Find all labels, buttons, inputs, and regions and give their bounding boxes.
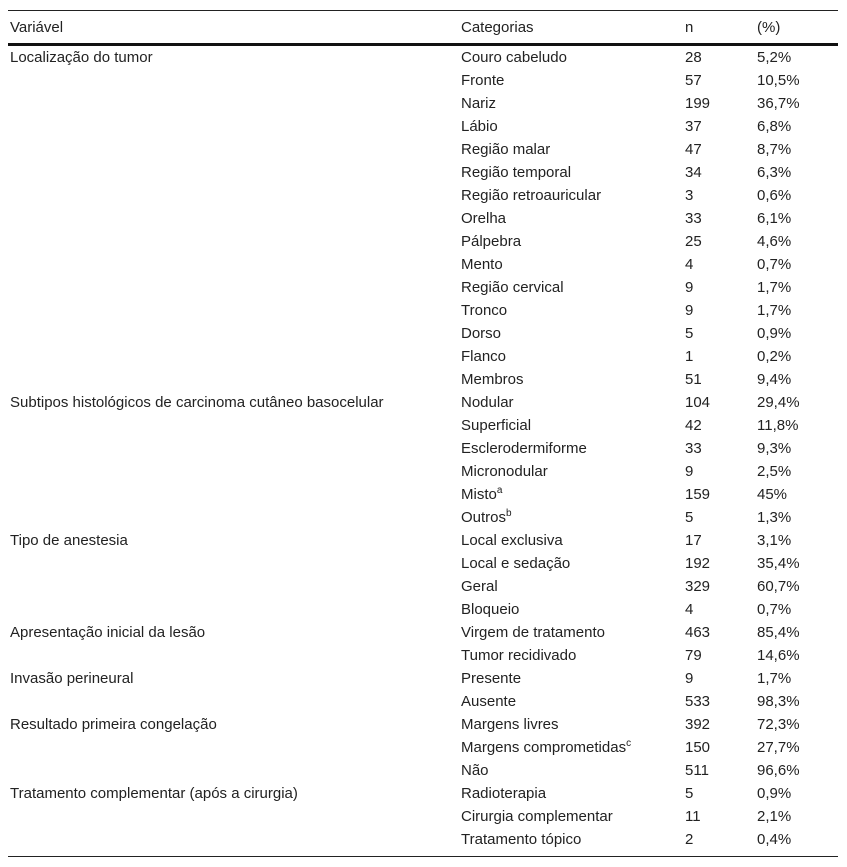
category-label: Dorso	[461, 325, 502, 342]
category-cell	[461, 348, 506, 365]
pct-cell: 1,7%	[757, 279, 792, 296]
table-row	[8, 828, 838, 851]
variable-cell: Apresentação inicial da lesão	[10, 624, 206, 641]
data-table	[8, 10, 838, 857]
pct-cell: 35,4%	[757, 555, 800, 572]
category-label: Superficial	[461, 417, 532, 434]
table-row	[8, 368, 838, 391]
category-cell	[461, 624, 605, 641]
variable-cell: Tratamento complementar (após a cirurgia)	[10, 785, 298, 802]
table-row	[8, 345, 838, 368]
category-cell	[461, 233, 521, 250]
pct-cell: 6,3%	[757, 164, 792, 181]
table-row	[8, 713, 838, 736]
n-cell: 34	[685, 164, 702, 181]
n-cell: 199	[685, 95, 711, 112]
table-row	[8, 460, 838, 483]
pct-cell: 10,5%	[757, 72, 800, 89]
table-row	[8, 644, 838, 667]
category-cell	[461, 325, 501, 342]
pct-cell: 0,9%	[757, 325, 792, 342]
pct-cell: 0,7%	[757, 256, 792, 273]
pct-cell: 9,4%	[757, 371, 792, 388]
n-cell: 511	[685, 762, 709, 779]
category-label: Local exclusiva	[461, 532, 563, 549]
category-cell	[461, 164, 571, 181]
pct-cell: 85,4%	[757, 624, 800, 641]
category-label: Esclerodermiforme	[461, 440, 587, 457]
category-label: Nodular	[461, 394, 514, 411]
category-cell	[461, 739, 631, 756]
pct-cell: 6,8%	[757, 118, 792, 135]
pct-cell: 72,3%	[757, 716, 800, 733]
n-cell: 9	[685, 670, 694, 687]
n-cell: 47	[685, 141, 702, 158]
n-cell: 192	[685, 555, 711, 572]
pct-cell: 1,7%	[757, 670, 792, 687]
category-cell	[461, 785, 546, 802]
pct-cell: 60,7%	[757, 578, 800, 595]
table-row	[8, 207, 838, 230]
category-cell	[461, 72, 504, 89]
category-label: Micronodular	[461, 463, 548, 480]
table-row	[8, 690, 838, 713]
category-cell	[461, 463, 548, 480]
n-cell: 33	[685, 440, 702, 457]
category-label: Membros	[461, 371, 524, 388]
category-cell	[461, 716, 559, 733]
category-cell	[461, 394, 514, 411]
table-row	[8, 322, 838, 345]
n-cell: 533	[685, 693, 711, 710]
variable-cell: Invasão perineural	[10, 670, 134, 687]
category-label: Misto	[461, 486, 497, 503]
category-label: Ausente	[461, 693, 517, 710]
table-row	[8, 161, 838, 184]
category-label: Nariz	[461, 95, 497, 112]
pct-cell: 11,8%	[757, 417, 799, 434]
table-row	[8, 184, 838, 207]
table-row	[8, 299, 838, 322]
category-cell	[461, 831, 581, 848]
pct-cell: 45%	[757, 486, 788, 503]
n-cell: 5	[685, 785, 694, 802]
pct-cell: 1,3%	[757, 509, 792, 526]
n-cell: 51	[685, 371, 702, 388]
table-row	[8, 69, 838, 92]
table-row	[8, 667, 838, 690]
category-label: Mento	[461, 256, 503, 273]
table-row	[8, 621, 838, 644]
category-cell	[461, 417, 531, 434]
category-label: Margens comprometidas	[461, 739, 627, 756]
n-cell: 28	[685, 49, 702, 66]
category-cell	[461, 371, 524, 388]
pct-cell: 0,4%	[757, 831, 792, 848]
category-label: Cirurgia complementar	[461, 808, 613, 825]
n-cell: 150	[685, 739, 711, 756]
table-row	[8, 92, 838, 115]
table-header	[8, 11, 838, 46]
category-label: Região retroauricular	[461, 187, 602, 204]
footnote-marker: a	[496, 485, 503, 496]
n-cell: 9	[685, 302, 694, 319]
table-row	[8, 736, 838, 759]
category-cell	[461, 509, 512, 526]
table-row	[8, 598, 838, 621]
pct-cell: 27,7%	[757, 739, 800, 756]
category-cell	[461, 555, 570, 572]
n-cell: 57	[685, 72, 702, 89]
header-variable: Variável	[10, 18, 64, 36]
pct-cell: 2,1%	[757, 808, 792, 825]
header-n: n	[685, 18, 694, 36]
table-row	[8, 391, 838, 414]
n-cell: 5	[685, 325, 694, 342]
n-cell: 9	[685, 463, 694, 480]
n-cell: 1	[685, 348, 694, 365]
table-row	[8, 483, 838, 506]
category-cell	[461, 141, 550, 158]
pct-cell: 2,5%	[757, 463, 792, 480]
n-cell: 5	[685, 509, 694, 526]
n-cell: 329	[685, 578, 711, 595]
table-row	[8, 414, 838, 437]
category-cell	[461, 118, 498, 135]
pct-cell: 5,2%	[757, 49, 792, 66]
n-cell: 17	[685, 532, 702, 549]
table-row	[8, 529, 838, 552]
table-row	[8, 230, 838, 253]
pct-cell: 9,3%	[757, 440, 792, 457]
n-cell: 4	[685, 601, 694, 618]
category-cell	[461, 532, 563, 549]
table-row	[8, 253, 838, 276]
pct-cell: 1,7%	[757, 302, 792, 319]
table-row	[8, 506, 838, 529]
category-label: Virgem de tratamento	[461, 624, 605, 641]
category-cell	[461, 49, 567, 66]
category-cell	[461, 256, 503, 273]
category-cell	[461, 95, 496, 112]
table-row	[8, 552, 838, 575]
table-row	[8, 805, 838, 828]
category-label: Região malar	[461, 141, 551, 158]
category-cell	[461, 187, 601, 204]
category-cell	[461, 578, 498, 595]
category-cell	[461, 762, 489, 779]
pct-cell: 29,4%	[757, 394, 800, 411]
variable-cell: Subtipos histológicos de carcinoma cutâneo basocelular	[10, 394, 384, 411]
category-label: Tumor recidivado	[461, 647, 577, 664]
n-cell: 37	[685, 118, 702, 135]
footnote-marker: c	[626, 738, 632, 749]
table-row	[8, 575, 838, 598]
variable-cell: Tipo de anestesia	[10, 532, 128, 549]
category-label: Região temporal	[461, 164, 572, 181]
category-label: Outros	[461, 509, 507, 526]
pct-cell: 14,6%	[757, 647, 800, 664]
header-categories: Categorias	[461, 18, 534, 36]
category-label: Orelha	[461, 210, 507, 227]
n-cell: 3	[685, 187, 694, 204]
category-label: Presente	[461, 670, 522, 687]
table-row	[8, 437, 838, 460]
variable-cell: Localização do tumor	[10, 49, 153, 66]
category-cell	[461, 486, 502, 503]
category-label: Tronco	[461, 302, 508, 319]
pct-cell: 96,6%	[757, 762, 800, 779]
category-cell	[461, 601, 519, 618]
n-cell: 392	[685, 716, 711, 733]
category-label: Geral	[461, 578, 498, 595]
category-label: Couro cabeludo	[461, 49, 567, 66]
n-cell: 9	[685, 279, 694, 296]
n-cell: 11	[685, 808, 701, 825]
n-cell: 159	[685, 486, 711, 503]
n-cell: 2	[685, 831, 694, 848]
category-label: Flanco	[461, 348, 507, 365]
category-cell	[461, 693, 516, 710]
category-cell	[461, 302, 507, 319]
category-label: Não	[461, 762, 489, 779]
table-row	[8, 46, 838, 69]
pct-cell: 36,7%	[757, 95, 800, 112]
category-label: Lábio	[461, 118, 498, 135]
category-label: Região cervical	[461, 279, 564, 296]
n-cell: 25	[685, 233, 702, 250]
pct-cell: 4,6%	[757, 233, 792, 250]
table-row	[8, 138, 838, 161]
n-cell: 4	[685, 256, 694, 273]
category-cell	[461, 670, 521, 687]
table-row	[8, 115, 838, 138]
category-label: Radioterapia	[461, 785, 547, 802]
category-cell	[461, 440, 587, 457]
category-label: Pálpebra	[461, 233, 522, 250]
n-cell: 104	[685, 394, 711, 411]
category-label: Margens livres	[461, 716, 559, 733]
n-cell: 33	[685, 210, 702, 227]
category-label: Local e sedação	[461, 555, 571, 572]
n-cell: 42	[685, 417, 702, 434]
pct-cell: 0,7%	[757, 601, 792, 618]
pct-cell: 0,2%	[757, 348, 792, 365]
pct-cell: 8,7%	[757, 141, 792, 158]
category-cell	[461, 279, 564, 296]
category-label: Tratamento tópico	[461, 831, 582, 848]
table-row	[8, 276, 838, 299]
table-row	[8, 782, 838, 805]
variable-cell: Resultado primeira congelação	[10, 716, 217, 733]
table-row	[8, 759, 838, 782]
pct-cell: 3,1%	[757, 532, 792, 549]
table-body	[8, 46, 838, 856]
n-cell: 79	[685, 647, 702, 664]
n-cell: 463	[685, 624, 711, 641]
footnote-marker: b	[506, 508, 512, 519]
pct-cell: 98,3%	[757, 693, 800, 710]
pct-cell: 0,6%	[757, 187, 792, 204]
header-pct: (%)	[757, 18, 781, 36]
category-label: Fronte	[461, 72, 505, 89]
pct-cell: 0,9%	[757, 785, 792, 802]
category-label: Bloqueio	[461, 601, 520, 618]
category-cell	[461, 808, 613, 825]
category-cell	[461, 647, 576, 664]
category-cell	[461, 210, 506, 227]
pct-cell: 6,1%	[757, 210, 792, 227]
